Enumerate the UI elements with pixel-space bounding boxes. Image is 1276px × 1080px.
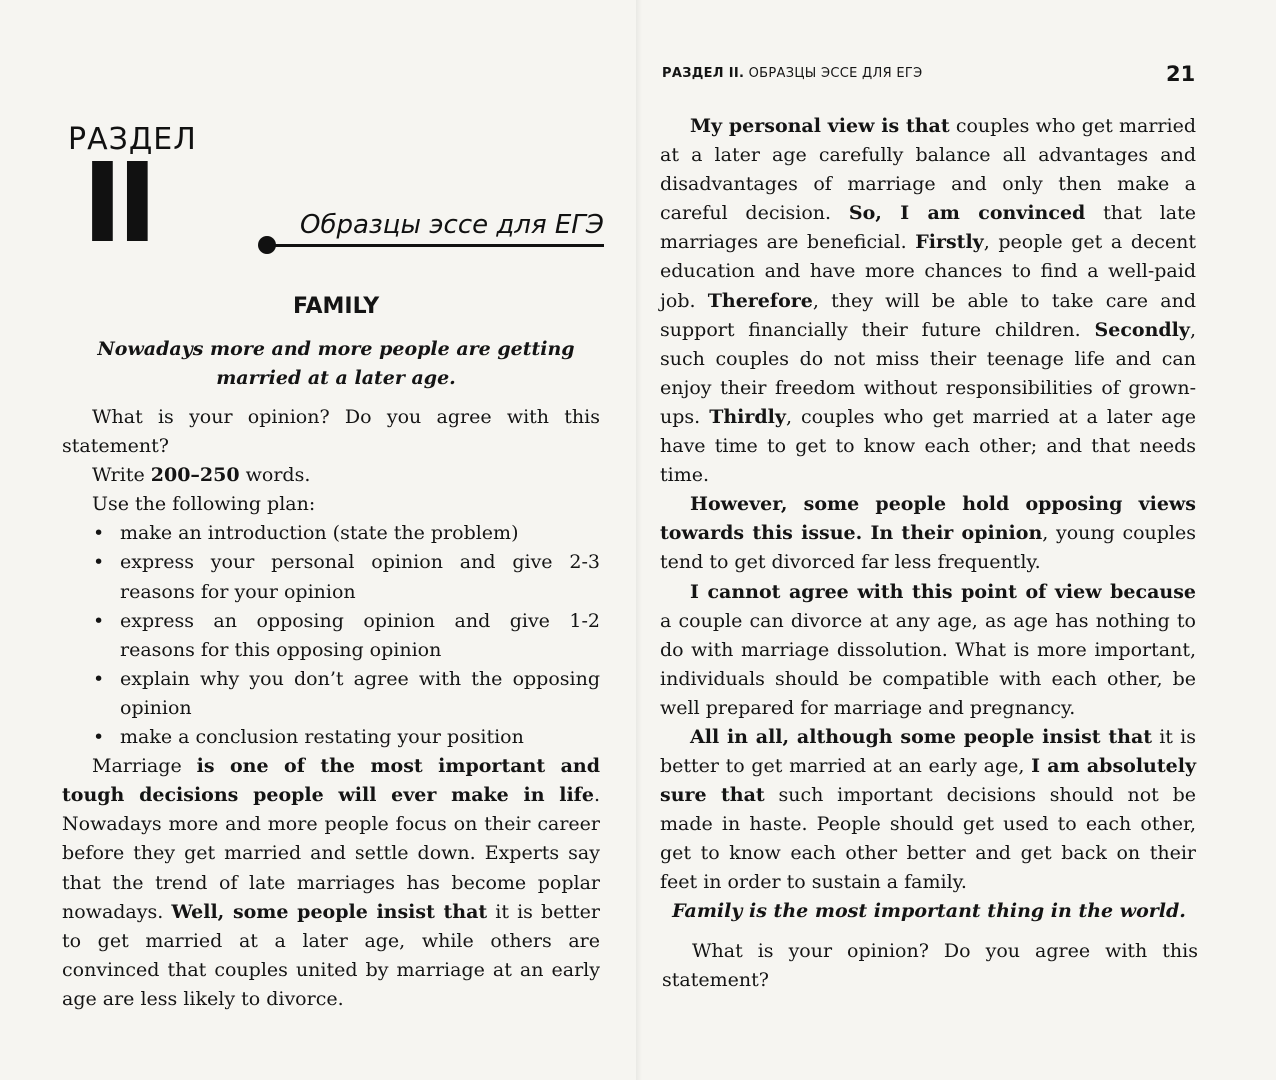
chapter-heading: FAMILY xyxy=(293,294,380,319)
list-item: • express your personal opinion and give 2-3 reasons for your opinion xyxy=(120,548,600,606)
plan-intro: Use the following plan: xyxy=(92,493,316,516)
task-question-2: What is your opinion? Do you agree with this statement? xyxy=(662,940,1198,992)
section-number: II xyxy=(82,139,152,267)
essay-topic: Nowadays more and more people are getting married at a later age. xyxy=(97,338,575,389)
task-question: What is your opinion? Do you agree with this statement? xyxy=(62,406,600,458)
essay-paragraph-4: I cannot agree with this point of view because a couple can divorce at any age, as age has nothing to do with marriage dissolution. What is more important, individuals should be compatible with each other, be well prepared for marriage and pregnancy. xyxy=(660,580,1196,719)
section-title: Образцы эссе для ЕГЭ xyxy=(300,210,604,240)
task-word-count: Write 200–250 words. xyxy=(92,464,311,487)
essay-paragraph-2: My personal view is that couples who get married at a later age carefully balance all advantages and disadvantages of marriage and only then make a careful decision. So, I am convinced that late marriages are beneficial. Firstly, people get a decent education and have more chances to find a well-paid job. Therefore, they will be able to take care and support financially their future children. Secondly, such couples do not miss their teenage life and can enjoy their freedom without responsibilities of grown-ups. Thirdly, couples who get married at a later age have time to get to know each other; and that needs time. xyxy=(660,115,1197,487)
list-item: • make a conclusion restating your position xyxy=(120,723,600,752)
page-number: 21 xyxy=(1166,62,1196,86)
essay-paragraph-1: Marriage is one of the most important and tough decisions people will ever make in life. Nowadays more and more people focus on their career before they get married and settle down. Experts say that the trend of late marriages has become poplar nowadays. Well, some people insist that it is better to get married at a later age, while others are convinced that couples united by marriage at an early age are less likely to divorce. xyxy=(62,755,600,1010)
list-item: • explain why you don’t agree with the opposing opinion xyxy=(120,665,600,723)
essay-topic-2: Family is the most important thing in the world. xyxy=(672,900,1186,922)
list-item: • make an introduction (state the problem) xyxy=(120,519,600,548)
section-label: РАЗДЕЛ xyxy=(68,122,197,157)
essay-body xyxy=(660,112,1196,898)
essay-paragraph-5: All in all, although some people insist that it is better to get married at an early age, I am absolutely sure that such important decisions should not be made in haste. People should get used to each other, get to know each other better and get back on their feet in order to sustain a family. xyxy=(660,725,1196,894)
running-header: РАЗДЕЛ II. ОБРАЗЦЫ ЭССЕ ДЛЯ ЕГЭ xyxy=(662,66,923,81)
essay-paragraph-3: However, some people hold opposing views towards this issue. In their opinion, young couples tend to get divorced far less frequently. xyxy=(660,493,1196,574)
list-item: • express an opposing opinion and give 1-2 reasons for this opposing opinion xyxy=(120,607,600,665)
